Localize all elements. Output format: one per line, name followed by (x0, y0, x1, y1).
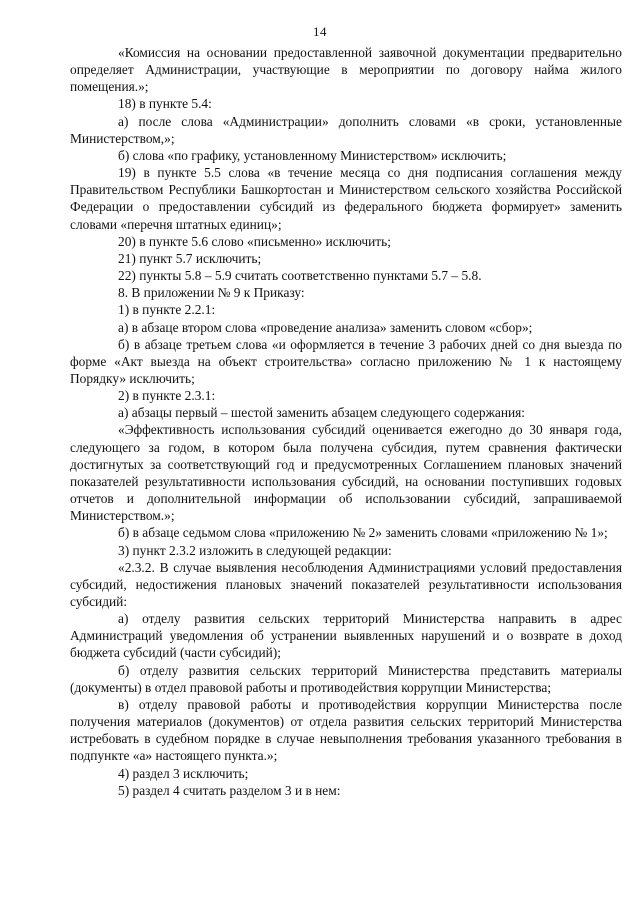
paragraph: 19) в пункте 5.5 слова «в течение месяца со дня подписания соглашения между Правительством Республики Башкортостан и Министерством сельского хозяйства Российской Федерации о предоставлении субсидий из федерального бюджета формирует» заменить словами «перечня штатных единиц»; (70, 165, 622, 232)
paragraph: б) отделу развития сельских территорий Министерства представить материалы (документы) в отдел правовой работы и противодействия коррупции Министерства; (70, 662, 622, 695)
paragraph: 5) раздел 4 считать разделом 3 и в нем: (118, 782, 341, 798)
paragraph: а) отделу развития сельских территорий Министерства направить в адрес Администраций уведомления об устранении выявленных нарушений и о возврате в доход бюджета субсидий (части субсидий); (70, 611, 622, 661)
paragraph: 1) в пункте 2.2.1: (118, 302, 216, 318)
paragraph: б) в абзаце третьем слова «и оформляется в течение 3 рабочих дней со дня выезда по форме «Акт выезда на объект строительства» согласно приложению № 1 к настоящему Порядку» исключить; (70, 336, 622, 386)
paragraph: «Эффективность использования субсидий оценивается ежегодно до 30 января года, следующего за годом, в котором была получена субсидия, путем сравнения фактически достигнутых за соответствующий год и предусмотренных Соглашением плановых значений показателей результативности использования субсидий, на основании поступивших годовых отчетов и дополнительной информации об использовании субсидий, запрашиваемой Министерством.»; (70, 422, 622, 524)
paragraph: «2.3.2. В случае выявления несоблюдения Администрациями условий предоставления субсидий, недостижения плановых значений показателей результативности использования субсидий: (70, 559, 622, 609)
paragraph: б) слова «по графику, установленному Министерством» исключить; (118, 147, 507, 163)
page-number: 14 (313, 24, 327, 39)
paragraph: 22) пункты 5.8 – 5.9 считать соответственно пунктами 5.7 – 5.8. (118, 268, 482, 284)
paragraph: 8. В приложении № 9 к Приказу: (118, 285, 305, 301)
paragraph: а) в абзаце втором слова «проведение анализа» заменить словом «сбор»; (118, 319, 533, 335)
paragraph: в) отделу правовой работы и противодействия коррупции Министерства после получения материалов (документов) от отдела развития сельских территорий Министерства истребовать в судебном порядке в случае невыполнения требования указанного требования в подпункте «а» настоящего пункта.»; (70, 696, 622, 764)
paragraph: 3) пункт 2.3.2 изложить в следующей редакции: (118, 542, 392, 558)
paragraph: 18) в пункте 5.4: (118, 96, 212, 112)
paragraph: 2) в пункте 2.3.1: (118, 388, 216, 404)
document-body (70, 44, 622, 799)
paragraph: 20) в пункте 5.6 слово «письменно» исключить; (118, 233, 391, 249)
paragraph: «Комиссия на основании предоставленной заявочной документации предварительно определяет Администрации, участвующие в мероприятии по договору найма жилого помещения.»; (70, 45, 622, 95)
paragraph: а) после слова «Администрации» дополнить словами «в сроки, установленные Министерством,»; (70, 113, 622, 146)
paragraph: 4) раздел 3 исключить; (118, 765, 249, 781)
paragraph: 21) пункт 5.7 исключить; (118, 250, 262, 266)
paragraph: а) абзацы первый – шестой заменить абзацем следующего содержания: (118, 405, 526, 421)
paragraph: б) в абзаце седьмом слова «приложению № 2» заменить словами «приложению № 1»; (118, 525, 608, 541)
